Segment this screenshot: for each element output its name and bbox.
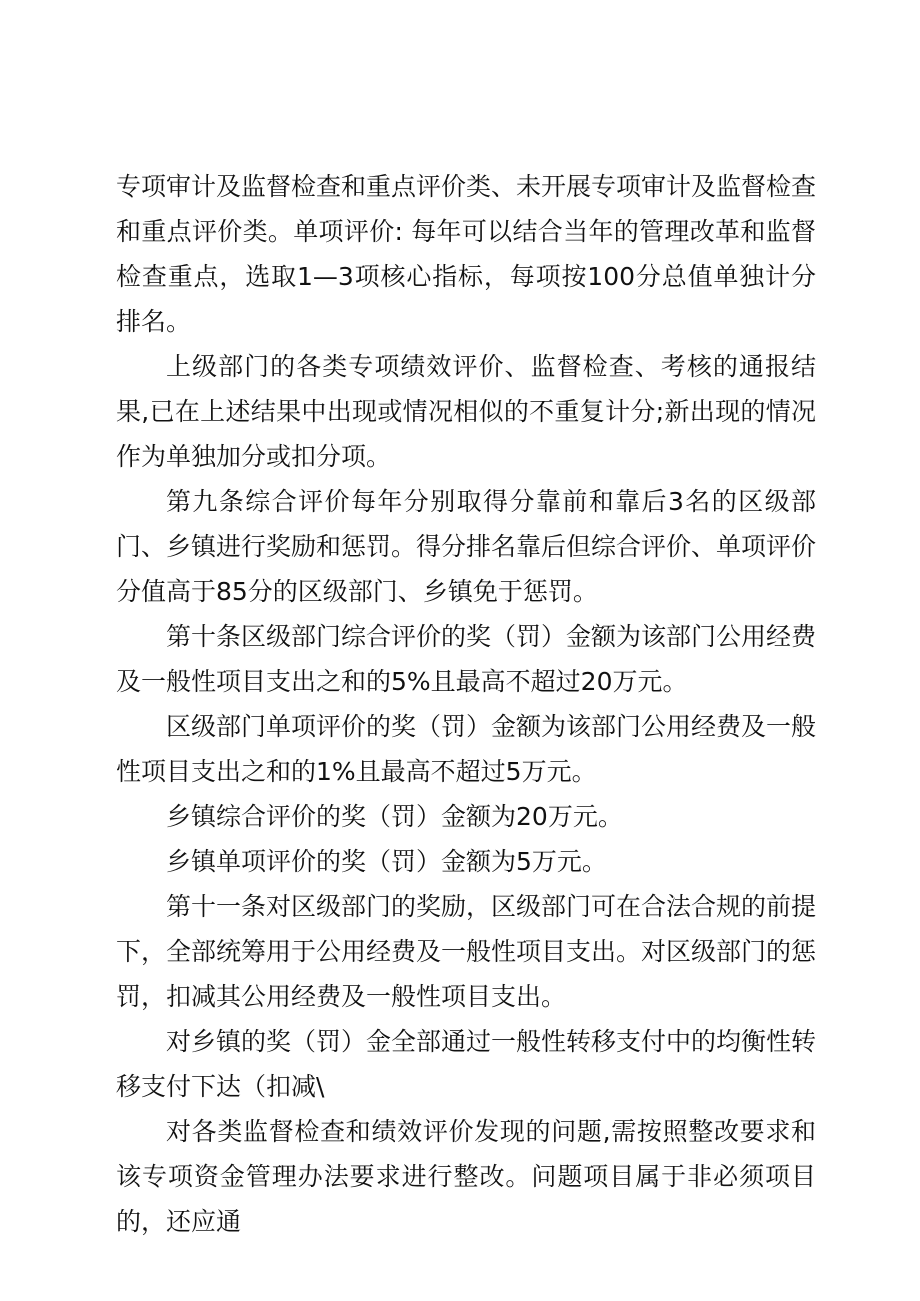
paragraph-article-11: 第十一条对区级部门的奖励，区级部门可在合法合规的前提下，全部统筹用于公用经费及一般性项目支出。对区级部门的惩罚，扣减其公用经费及一般性项目支出。: [116, 892, 817, 1011]
paragraph-rectification: 对各类监督检查和绩效评价发现的问题,需按照整改要求和该专项资金管理办法要求进行整改。问题项目属于非必须项目的，还应通: [116, 1117, 816, 1236]
paragraph-township-comprehensive: 乡镇综合评价的奖（罚）金额为20万元。: [166, 802, 623, 831]
document-body: [116, 164, 816, 1244]
paragraph-article-9: 第九条综合评价每年分别取得分靠前和靠后3名的区级部门、乡镇进行奖励和惩罚。得分排名靠后但综合评价、单项评价分值高于85分的区级部门、乡镇免于惩罚。: [116, 487, 817, 606]
paragraph-higher-level-results: 上级部门的各类专项绩效评价、监督检查、考核的通报结果,已在上述结果中出现或情况相似的不重复计分;新出现的情况作为单独加分或扣分项。: [116, 352, 816, 471]
paragraph-township-single: 乡镇单项评价的奖（罚）金额为5万元。: [166, 847, 607, 876]
paragraph-article-10: 第十条区级部门综合评价的奖（罚）金额为该部门公用经费及一般性项目支出之和的5%且最高不超过20万元。: [116, 622, 817, 696]
paragraph-evaluation-categories: 专项审计及监督检查和重点评价类、未开展专项审计及监督检查和重点评价类。单项评价: 每年可以结合当年的管理改革和监督检查重点，选取1—3项核心指标，每项按100分总值单独计分排名。: [116, 172, 817, 336]
paragraph-township-transfer: 对乡镇的奖（罚）金全部通过一般性转移支付中的均衡性转移支付下达（扣减\: [116, 1027, 817, 1101]
paragraph-department-single-evaluation: 区级部门单项评价的奖（罚）金额为该部门公用经费及一般性项目支出之和的1%且最高不超过5万元。: [116, 712, 817, 786]
